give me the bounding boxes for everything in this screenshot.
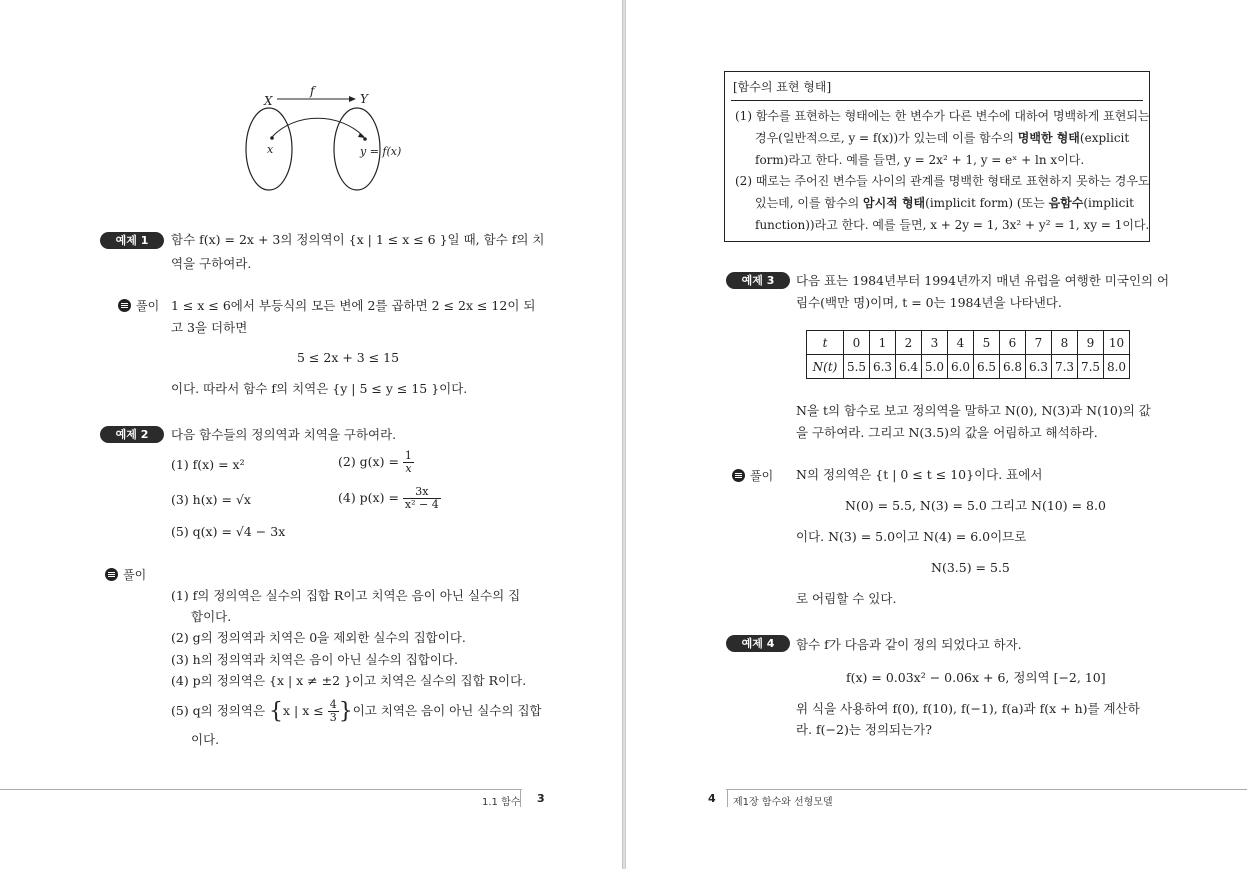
box-line-3: form)라고 한다. 예를 들면, y = 2x² + 1, y = eˣ + ln x이다.: [755, 153, 1085, 167]
example-1-badge: 예제 1: [100, 232, 164, 249]
element-arrowhead: [358, 133, 365, 138]
footer-rule: [0, 789, 522, 790]
example-3-solution-4: N(3.5) = 5.5: [931, 560, 1010, 575]
table-row: [807, 331, 1130, 355]
box-line-6: function))라고 한다. 예를 들면, x + 2y = 1, 3x² + y² = 1, xy = 1이다.: [755, 218, 1150, 232]
box-title: [함수의 표현 형태]: [733, 80, 832, 94]
example-4-formula: f(x) = 0.03x² − 0.06x + 6, 정의역 [−2, 10]: [846, 670, 1106, 685]
box-title-rule: [731, 100, 1143, 101]
example-2-item-3: (3) h(x) = √x: [171, 492, 251, 507]
left-page: [0, 0, 622, 869]
table-cell-t: 10: [1104, 331, 1130, 355]
footer-divider: [727, 789, 728, 807]
table-cell-t: 3: [922, 331, 948, 355]
function-forms-box: [724, 71, 1150, 242]
table-cell-n: 5.0: [922, 355, 948, 379]
solution-icon: [105, 568, 118, 581]
fraction: $\frac{4}{3}$: [329, 698, 337, 724]
example-2-solution-1a: (1) f의 정의역은 실수의 집합 R이고 치역은 음이 아닌 실수의 집: [171, 588, 521, 603]
example-1-solution-line1: 1 ≤ x ≤ 6에서 부등식의 모든 변에 2를 곱하면 2 ≤ 2x ≤ 12이 되: [171, 298, 536, 313]
example-4-badge: 예제 4: [726, 635, 790, 652]
box-line-2: 경우(일반적으로, y = f(x))가 있는데 이를 함수의 명백한 형태(explicit: [755, 131, 1130, 145]
table-cell-t: 4: [948, 331, 974, 355]
table-cell-t: 0: [844, 331, 870, 355]
box-line-4: (2) 때로는 주어진 변수들 사이의 관계를 명백한 형태로 표현하지 못하는 경우도: [735, 174, 1150, 188]
table-cell-n: 7.5: [1078, 355, 1104, 379]
example-1-solution-label: 풀이: [118, 298, 159, 314]
table-cell-t: 8: [1052, 331, 1078, 355]
example-2-badge: 예제 2: [100, 426, 164, 443]
table-cell-n: 7.3: [1052, 355, 1078, 379]
footer-chapter: 제1장 함수와 선형모델: [733, 797, 833, 808]
fraction: $\frac{3x}{\text{x² − 4}}$: [404, 485, 439, 511]
example-4-question-line1: 위 식을 사용하여 f(0), f(10), f(−1), f(a)과 f(x + h)를 계산하: [796, 701, 1140, 716]
example-3-question-line1: N을 t의 함수로 보고 정의역을 말하고 N(0), N(3)과 N(10)의 값: [796, 403, 1151, 418]
mapping-arrowhead: [349, 96, 356, 102]
example-2-text: 다음 함수들의 정의역과 치역을 구하여라.: [171, 427, 397, 442]
table-cell-n: 5.5: [844, 355, 870, 379]
codomain-point: [363, 137, 367, 141]
example-3-solution-5: 로 어림할 수 있다.: [796, 591, 897, 606]
page-number: 4: [708, 792, 716, 805]
example-2-item-2: (2) g(x) = $\frac{1}{x}$: [338, 449, 412, 475]
box-line-1: (1) 함수를 표현하는 형태에는 한 변수가 다른 변수에 대하여 명백하게 표현되는: [735, 109, 1150, 123]
table-cell-n: 6.8: [1000, 355, 1026, 379]
table-cell-t: 5: [974, 331, 1000, 355]
example-3-solution-label: 풀이: [732, 468, 773, 484]
table-cell-t: 2: [896, 331, 922, 355]
example-2-item-5: (5) q(x) = √4 − 3x: [171, 524, 286, 539]
fraction: $\frac{1}{x}$: [404, 449, 412, 475]
table-cell-t: 7: [1026, 331, 1052, 355]
page-number: 3: [537, 792, 545, 805]
diagram-label-f: f: [310, 84, 315, 98]
table-header-n: N(t): [807, 355, 844, 379]
table-cell-t: 9: [1078, 331, 1104, 355]
right-page: [626, 0, 1247, 869]
table-cell-n: 6.4: [896, 355, 922, 379]
table-cell-t: 1: [870, 331, 896, 355]
example-4-text: 함수 f가 다음과 같이 정의 되었다고 하자.: [796, 637, 1022, 652]
example-1-solution-line3: 이다. 따라서 함수 f의 치역은 {y | 5 ≤ y ≤ 15 }이다.: [171, 381, 468, 396]
table-cell-n: 6.0: [948, 355, 974, 379]
example-2-item-4: (4) p(x) = $\frac{3x}{\text{x² − 4}}$: [338, 485, 439, 511]
example-1-text-line2: 역을 구하여라.: [171, 256, 252, 271]
solution-icon: [118, 299, 131, 312]
table-row: [807, 355, 1130, 379]
example-2-solution-3: (3) h의 정의역과 치역은 음이 아닌 실수의 집합이다.: [171, 652, 458, 667]
travel-data-table: [806, 330, 1130, 379]
example-1-text-line1: 함수 f(x) = 2x + 3의 정의역이 {x | 1 ≤ x ≤ 6 }일 때, 함수 f의 치: [171, 232, 545, 247]
diagram-label-y: y = f(x): [360, 145, 402, 158]
example-2-solution-label: 풀이: [105, 567, 146, 583]
diagram-label-X: X: [264, 94, 273, 108]
example-1-solution-equation: 5 ≤ 2x + 3 ≤ 15: [297, 350, 400, 365]
footer-section: 1.1 함수: [482, 797, 521, 808]
diagram-label-Y: Y: [360, 92, 368, 106]
example-3-badge: 예제 3: [726, 272, 790, 289]
example-4-question-line2: 라. f(−2)는 정의되는가?: [796, 722, 932, 737]
box-line-5: 있는데, 이를 함수의 암시적 형태(implicit form) (또는 음함수(implicit: [755, 196, 1134, 210]
example-2-solution-4: (4) p의 정의역은 {x | x ≠ ±2 }이고 치역은 실수의 집합 R이다.: [171, 673, 527, 688]
example-2-solution-1b: 합이다.: [191, 609, 232, 624]
example-1-solution-line2: 고 3을 더하면: [171, 320, 248, 335]
example-2-solution-5: (5) q의 정의역은 {x | x ≤ $\frac{4}{3}$ }이고 치역은 음이 아닌 실수의 집합: [171, 698, 542, 724]
table-cell-n: 6.3: [1026, 355, 1052, 379]
footer-rule: [726, 789, 1247, 790]
solution-icon: [732, 469, 745, 482]
table-cell-n: 8.0: [1104, 355, 1130, 379]
example-3-question-line2: 을 구하여라. 그리고 N(3.5)의 값을 어림하고 해석하라.: [796, 425, 1098, 440]
example-3-text-line2: 림수(백만 명)이며, t = 0는 1984년을 나타낸다.: [796, 295, 1062, 310]
example-3-solution-1: N의 정의역은 {t | 0 ≤ t ≤ 10}이다. 표에서: [796, 467, 1043, 482]
example-2-item-1: (1) f(x) = x²: [171, 457, 245, 472]
example-3-text-line1: 다음 표는 1984년부터 1994년까지 매년 유럽을 여행한 미국인의 어: [796, 273, 1170, 288]
domain-point: [270, 136, 274, 140]
table-cell-t: 6: [1000, 331, 1026, 355]
table-cell-n: 6.5: [974, 355, 1000, 379]
example-2-solution-2: (2) g의 정의역과 치역은 0을 제외한 실수의 집합이다.: [171, 630, 466, 645]
example-2-solution-5b: 이다.: [191, 732, 220, 747]
example-3-solution-3: 이다. N(3) = 5.0이고 N(4) = 6.0이므로: [796, 529, 1027, 544]
example-3-solution-2: N(0) = 5.5, N(3) = 5.0 그리고 N(10) = 8.0: [845, 498, 1106, 513]
table-cell-n: 6.3: [870, 355, 896, 379]
diagram-label-x: x: [267, 143, 274, 156]
table-header-t: t: [807, 331, 844, 355]
